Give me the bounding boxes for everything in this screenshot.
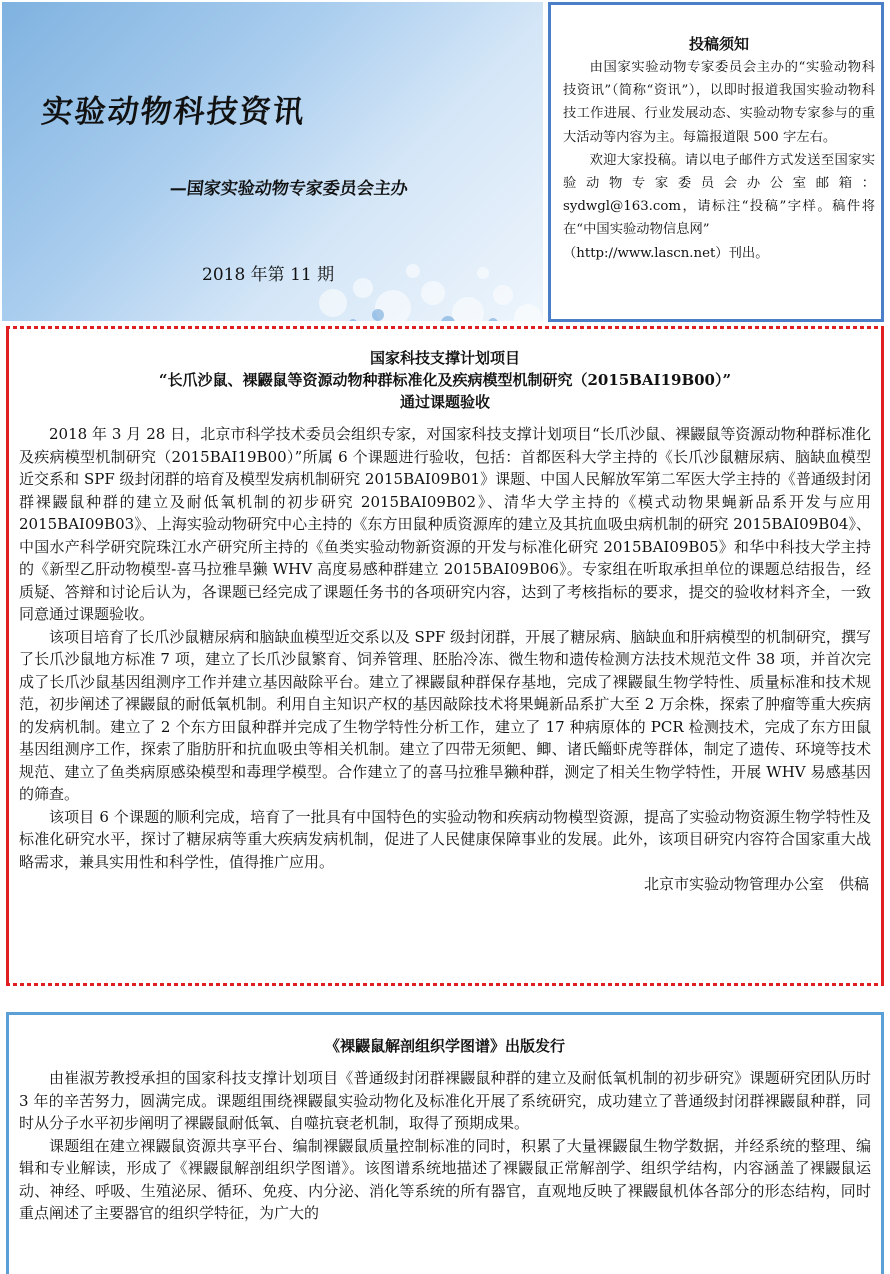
masthead-title: 实验动物科技资讯	[39, 94, 308, 130]
issue-number: 2018 年第 11 期	[202, 265, 335, 285]
article-heading-line: 通过课题验收	[399, 393, 490, 411]
article-project-acceptance	[6, 326, 884, 986]
article-title: 《裸鼹鼠解剖组织学图谱》出版发行	[324, 1037, 565, 1055]
notice-paragraph: 欢迎大家投稿。请以电子邮件方式发送至国家实验动物专家委员会办公室邮箱：sydwgl@163.com，请标注“投稿”字样。稿件将在“中国实验动物信息网”	[563, 152, 875, 238]
notice-paragraph: 由国家实验动物专家委员会主办的“实验动物科技资讯”（简称“资讯”），以即时报道我国实验动物科技工作进展、行业发展动态、实验动物专家参与的重大活动等内容为主。每篇报道限 500 字左右。	[563, 60, 875, 145]
masthead	[2, 2, 543, 321]
submission-notice	[548, 2, 884, 322]
article-credit: 北京市实验动物管理办公室 供稿	[643, 875, 869, 893]
article-heading-line: “长爪沙鼠、裸鼹鼠等资源动物种群标准化及疾病模型机制研究（2015BAI19B00）”	[158, 371, 732, 389]
article-paragraph: 由崔淑芳教授承担的国家科技支撑计划项目《普通级封闭群裸鼹鼠种群的建立及耐低氧机制的初步研究》课题研究团队历时 3 年的辛苦努力，圆满完成。课题组围绕裸鼹鼠实验动物化及标准化开展了系统研究，成功建立了普通级封闭群裸鼹鼠种群，同时从分子水平初步阐明了裸鼹鼠耐低氧、自噬抗衰老机制，取得了预期成果。	[19, 1069, 871, 1132]
article-heading-line: 国家科技支撑计划项目	[369, 349, 520, 367]
article-atlas-publication	[6, 1012, 884, 1274]
floral-decoration	[293, 183, 543, 321]
header	[0, 0, 890, 326]
article-paragraph: 2018 年 3 月 28 日，北京市科学技术委员会组织专家，对国家科技支撑计划项目“长爪沙鼠、裸鼹鼠等资源动物种群标准化及疾病模型机制研究（2015BAI19B00）”所属 6 个课题进行验收，包括：首都医科大学主持的《长爪沙鼠糖尿病、脑缺血模型近交系和 SPF 级封闭群的培育及模型发病机制研究 2015BAI09B01》课题、中国人民解放军第二军医大学主持的《普通级封闭群裸鼹鼠种群的建立及耐低氧机制的初步研究 2015BAI09B02》、清华大学主持的《模式动物果蝇新品系开发与应用 2015BAI09B03》、上海实验动物研究中心主持的《东方田鼠种质资源库的建立及其抗血吸虫病机制的研究 2015BAI09B04》、中国水产科学研究院珠江水产研究所主持的《鱼类实验动物新资源的开发与标准化研究 2015BAI09B05》和华中科技大学主持的《新型乙肝动物模型-喜马拉雅旱獭 WHV 高度易感种群建立 2015BAI09B06》。专家组在听取承担单位的课题总结报告，经质疑、答辩和讨论后认为，各课题已经完成了课题任务书的各项研究内容，达到了考核指标的要求，提交的验收材料齐全，一致同意通过课题验收。	[19, 425, 871, 623]
article-body	[19, 423, 871, 873]
masthead-subtitle: —国家实验动物专家委员会主办	[168, 179, 409, 199]
article-paragraph: 课题组在建立裸鼹鼠资源共享平台、编制裸鼹鼠质量控制标准的同时，积累了大量裸鼹鼠生物学数据，并经系统的整理、编辑和专业解读，形成了《裸鼹鼠解剖组织学图谱》。该图谱系统地描述了裸鼹鼠正常解剖学、组织学结构，内容涵盖了裸鼹鼠运动、神经、呼吸、生殖泌尿、循环、免疫、内分泌、消化等系统的所有器官，直观地反映了裸鼹鼠机体各部分的形态结构，同时重点阐述了主要器官的组织学特征，为广大的	[19, 1136, 871, 1222]
notice-title: 投稿须知	[688, 35, 749, 53]
notice-url: （http://www.lascn.net）刊出。	[563, 245, 769, 261]
article-paragraph: 该项目 6 个课题的顺利完成，培育了一批具有中国特色的实验动物和疾病动物模型资源，提高了实验动物资源生物学特性及标准化研究水平，探讨了糖尿病等重大疾病发病机制，促进了人民健康保障事业的发展。此外，该项目研究内容符合国家重大战略需求，兼具实用性和科学性，值得推广应用。	[19, 807, 871, 871]
article-body	[19, 1067, 871, 1225]
article-paragraph: 该项目培育了长爪沙鼠糖尿病和脑缺血模型近交系以及 SPF 级封闭群，开展了糖尿病、脑缺血和肝病模型的机制研究，撰写了长爪沙鼠地方标准 7 项，建立了长爪沙鼠繁育、饲养管理、胚胎冷冻、微生物和遗传检测方法技术规范文件 38 项，并首次完成了长爪沙鼠基因组测序工作并建立基因敲除平台。建立了裸鼹鼠种群保存基地，完成了裸鼹鼠生物学特性、质量标准和技术规范，初步阐述了裸鼹鼠的耐低氧机制。利用自主知识产权的基因敲除技术将果蝇新品系扩大至 2 万余株，探索了肿瘤等重大疾病的发病机制。建立了 2 个东方田鼠种群并完成了生物学特性分析工作，建立了 17 种病原体的 PCR 检测技术，完成了东方田鼠基因组测序工作，探索了脂肪肝和抗血吸虫等相关机制。建立了四带无须鲃、鲫、诸氏鲻虾虎等群体，制定了遗传、环境等技术规范、建立了鱼类病原感染模型和毒理学模型。合作建立了的喜马拉雅旱獭种群，测定了相关生物学特性，开展 WHV 易感基因的筛查。	[19, 627, 871, 803]
